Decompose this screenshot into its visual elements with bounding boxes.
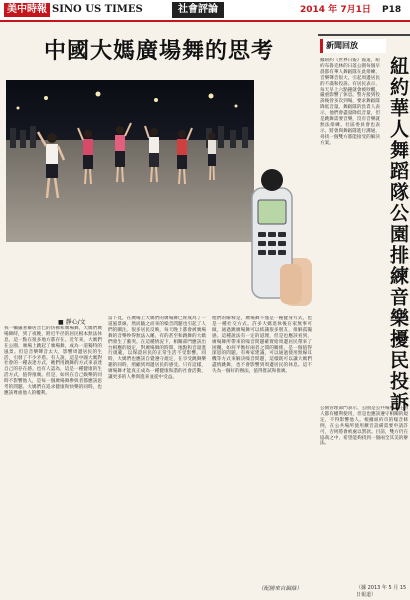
sidebar-vertical-headline: 紐約華人舞蹈隊公園排練音樂擾民投訴 (387, 56, 409, 413)
square-dance-photo (6, 80, 254, 242)
issue-date: 2014 年 7月1日 (300, 5, 371, 15)
article-column-2: 當下見，在廣場上大媽們的廣場舞已經成為了一道風景線，然而隨之而來的噪音問題也引起了人們的關注。很多居民反映，每天晚上都會被廣場舞的音樂吵得無法入睡，有的甚至和跳舞的大媽們發生了衝突。在這種情況下，相關部門應該出台相應的規定，對廣場舞的時間、地點和音量進行規範，以保證居民的正常生活不受影響。同時，大媽們也應該自覺遵守規定，在享受跳舞樂趣的同時，照顧到周邊居民的感受。只有這樣，廣場舞才能真正成為一種健康和諧的社會活動，讓更多的人參與進來並從中受益。 (108, 316, 206, 381)
section-label: 社會評論 (172, 2, 224, 18)
article-headline: 中國大媽廣場舞的思考 (43, 39, 274, 64)
masthead (0, 0, 410, 22)
news-replay-sidebar (318, 26, 410, 600)
sidebar-column-a: 據紐約《世界日報》報道，紐約布魯克林的日落公園每個早晨都有華人舞蹈隊在此排練，音樂聲音很大，引起周邊居民的不滿和投訴。有居民表示，每天早上六點鐘就會被吵醒，嚴重影響了休息。警方接到投訴後曾多次到場，要求舞蹈隊降低音量。舞蹈隊的負責人表示，他們會盡量降低音量，但是跳舞需要音樂，沒有音樂就無法排練。社區委員會也表示，將會與舞蹈隊進行溝通，尋找一個雙方都能接受的解決方案。 (320, 58, 380, 146)
sound-level-meter-image (238, 168, 314, 308)
article-column-3: 他們的解釋是，廣場舞不僅是一種健身方式，也是一種社交方式。許多大媽退休後在家無事可做，通過跳廣場舞可以結識很多朋友，排解孤獨感。這種說法有一定的道理，但是也應該看到，廣場舞所帶來的噪音問題確實給周邊居民帶來了困擾。如何平衡好兩者之間的關係，是一個值得深思的問題。有專家建議，可以通過使用無線耳機等方式來解決噪音問題，這樣既可以讓大媽們盡情跳舞，也不會影響到周邊居民的休息。這不失為一個好的辦法，值得嘗試和推廣。 (212, 316, 312, 375)
sidebar-divider (318, 34, 410, 36)
image-caption: （配圖來自網絡） (258, 586, 303, 592)
article-column-1: 我一輔嚴著鄰居音已的仿佛和廣場舞，大媽們廣場舞時，到了夜晚，附近半径的居民根本無法休息，這一點在很多地方都存在。近年來，大媽們在公園、廣場上跳起了廣場舞，成為一道獨特的風景。但是音樂聲音太大，影響周邊居民的生活，引發了不少矛盾。有人說，這是中國大媽對社會的一種表達方式，她們用跳舞的方式來表達自己的存在感。也有人認為，這是一種健康的生活方式，值得推廣。但是，如何在自己娛樂的同時不影響他人，是每一個廣場舞參與者都應該思考的問題。大媽們在追求健康和快樂的同時，也應該尊重他人的權利。 (4, 326, 102, 396)
masthead-english-name: SINO US TIMES (52, 4, 143, 15)
article-byline: ■ 靜心/文 (58, 319, 86, 326)
sidebar-source-date: （據 2013 年 5 月 15 日報道） (356, 585, 407, 598)
sidebar-title: 新聞回放 (320, 39, 386, 53)
sidebar-column-b: 公園管理部門表示，公園是公共場所，任何人都有權利使用，但是也應該遵守相關的規定，不得影響他人。根據紐約市的噪音條例，在公共場所使用擴音設備需要申請許可，否則將會被處以罰款。目前，雙方仍在協商之中，希望能夠找到一個兩全其美的辦法。 (320, 406, 408, 447)
masthead-logo: 美中時報 (4, 3, 50, 17)
page-number: P18 (382, 5, 402, 15)
